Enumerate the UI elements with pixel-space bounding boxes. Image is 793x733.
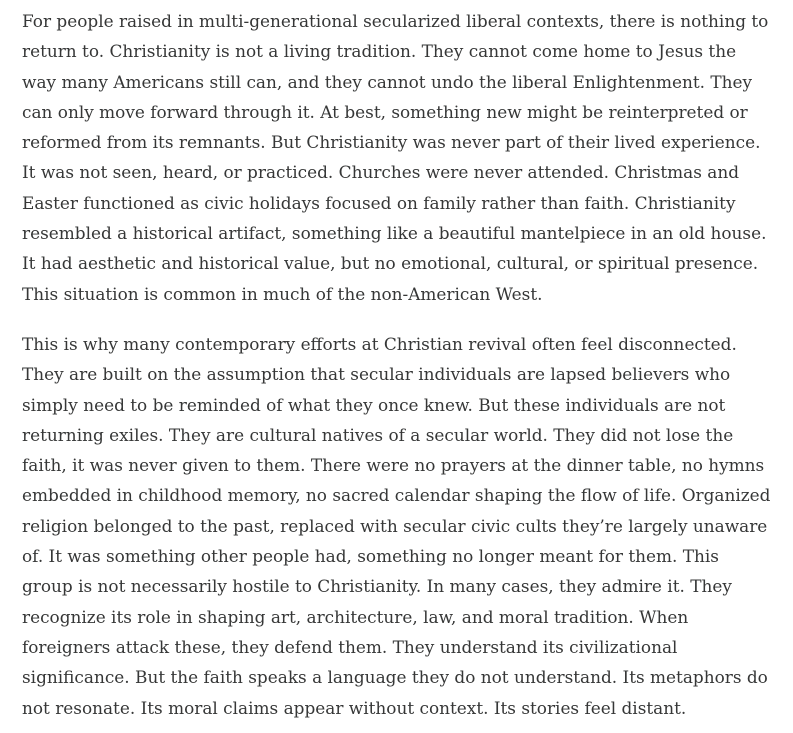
paragraph-secular-contexts: For people raised in multi-generational secularized liberal contexts, there is nothing to return to. Christianity is not a living tradition. They cannot come home to Jesus the way many Americans still can, and they cannot undo the liberal Enlightenment. They can only move forward through it. At best, something new might be reinterpreted or reformed from its remnants. But Christianity was never part of their lived experience. It was not seen, heard, or practiced. Churches were never attended. Christmas and Easter functioned as civic holidays focused on family rather than faith. Christianity resembled a historical artifact, something like a beautiful mantelpiece in an old house. It had aesthetic and historical value, but no emotional, cultural, or spiritual presence. This situation is common in much of the non-American West. (22, 11, 769, 304)
paragraph-christian-revival: This is why many contemporary efforts at Christian revival often feel disconnected. They are built on the assumption that secular individuals are lapsed believers who simply need to be reminded of what they once knew. But these individuals are not returning exiles. They are cultural natives of a secular world. They did not lose the faith, it was never given to them. There were no prayers at the dinner table, no hymns embedded in childhood memory, no sacred calendar shaping the flow of life. Organized religion belonged to the past, replaced with secular civic cults they’re largely unaware of. It was something other people had, something no longer meant for them. This group is not necessarily hostile to Christianity. In many cases, they admire it. They recognize its role in shaping art, architecture, law, and moral tradition. When foreigners attack these, they defend them. They understand its civilizational significance. But the faith speaks a language they do not understand. Its metaphors do not resonate. Its moral claims appear without context. Its stories feel distant. (22, 333, 771, 718)
